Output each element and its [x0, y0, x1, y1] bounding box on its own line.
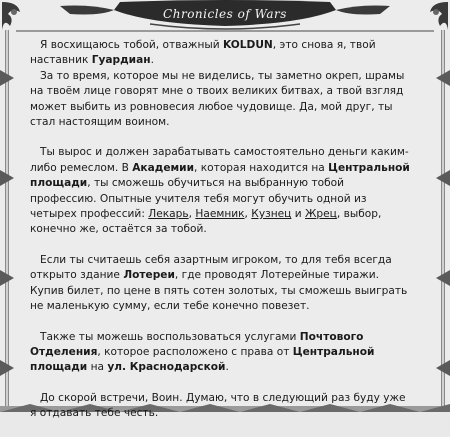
- header-title: Chronicles of Wars: [163, 7, 287, 21]
- text: , которое расположено с права от: [97, 345, 293, 358]
- mentor-name: Гуардиан: [91, 54, 151, 67]
- header-title-wrap: [0, 0, 450, 34]
- farewell-paragraph: [30, 391, 410, 422]
- text: За то время, которое мы не виделись, ты заметно окреп, шрамы на твоём лице говорят мне о твоих великих битвах, а твой взгляд может выбить из ровновесия любое чудовище. Да, мой друг, ты стал настоящим воином.: [30, 69, 405, 129]
- text: .: [150, 54, 154, 67]
- text: , это снова я, твой наставник: [30, 39, 376, 67]
- central-square-label: Центральной площади: [30, 161, 410, 190]
- text: , которая находится на: [194, 161, 329, 174]
- central-square-label: Центральной площади: [30, 345, 375, 374]
- message-body: [30, 38, 410, 437]
- profession-paragraph: [30, 145, 410, 237]
- lottery-paragraph: [30, 253, 410, 315]
- text: Если ты считаешь себя азартным игроком, то для тебя всегда открыто здание: [30, 253, 392, 282]
- text: на: [87, 361, 108, 374]
- street-label: ул. Краснодарской: [107, 361, 226, 374]
- text: До скорой встречи, Воин. Думаю, что в следующий раз буду уже я отдавать тебе честь.: [30, 391, 406, 420]
- text: , где проводят Лотерейные тиражи. Купив билет, по цене в пять сотен золотых, ты сможешь выиграть не маленькую сумму, если тебе конечно повезет.: [30, 269, 408, 313]
- text: ,: [188, 208, 196, 221]
- text: .: [225, 361, 229, 374]
- left-border-ornament: [0, 30, 16, 412]
- profession-link-healer[interactable]: Лекарь: [148, 208, 189, 221]
- text: и: [291, 208, 306, 221]
- text: Также ты можешь воспользоваться услугами: [40, 330, 300, 343]
- post-office-paragraph: [30, 330, 410, 376]
- academy-label: Академии: [132, 161, 195, 174]
- post-office-label: Почтового Отделения: [30, 330, 364, 358]
- player-name: KOLDUN: [223, 39, 273, 51]
- text: , выбор, конечно же, остаётся за тобой.: [30, 208, 382, 236]
- text: Я восхищаюсь тобой, отважный: [40, 39, 224, 51]
- intro-paragraph: [30, 69, 410, 131]
- text: , ты сможешь обучиться на выбранную тобой профессию. Опытные учителя тебя могут обучить одной из четырех профессий:: [30, 177, 367, 221]
- profession-link-mercenary[interactable]: Наемник: [195, 208, 245, 221]
- right-border-ornament: [434, 30, 450, 412]
- profession-link-priest[interactable]: Жрец: [305, 208, 337, 221]
- greeting-paragraph: [30, 38, 410, 69]
- lottery-label: Лотереи: [123, 269, 175, 282]
- profession-link-blacksmith[interactable]: Кузнец: [251, 208, 292, 221]
- text: ,: [244, 208, 252, 221]
- text: Ты вырос и должен зарабатывать самостоятельно деньги каким-либо ремеслом. В: [30, 146, 409, 174]
